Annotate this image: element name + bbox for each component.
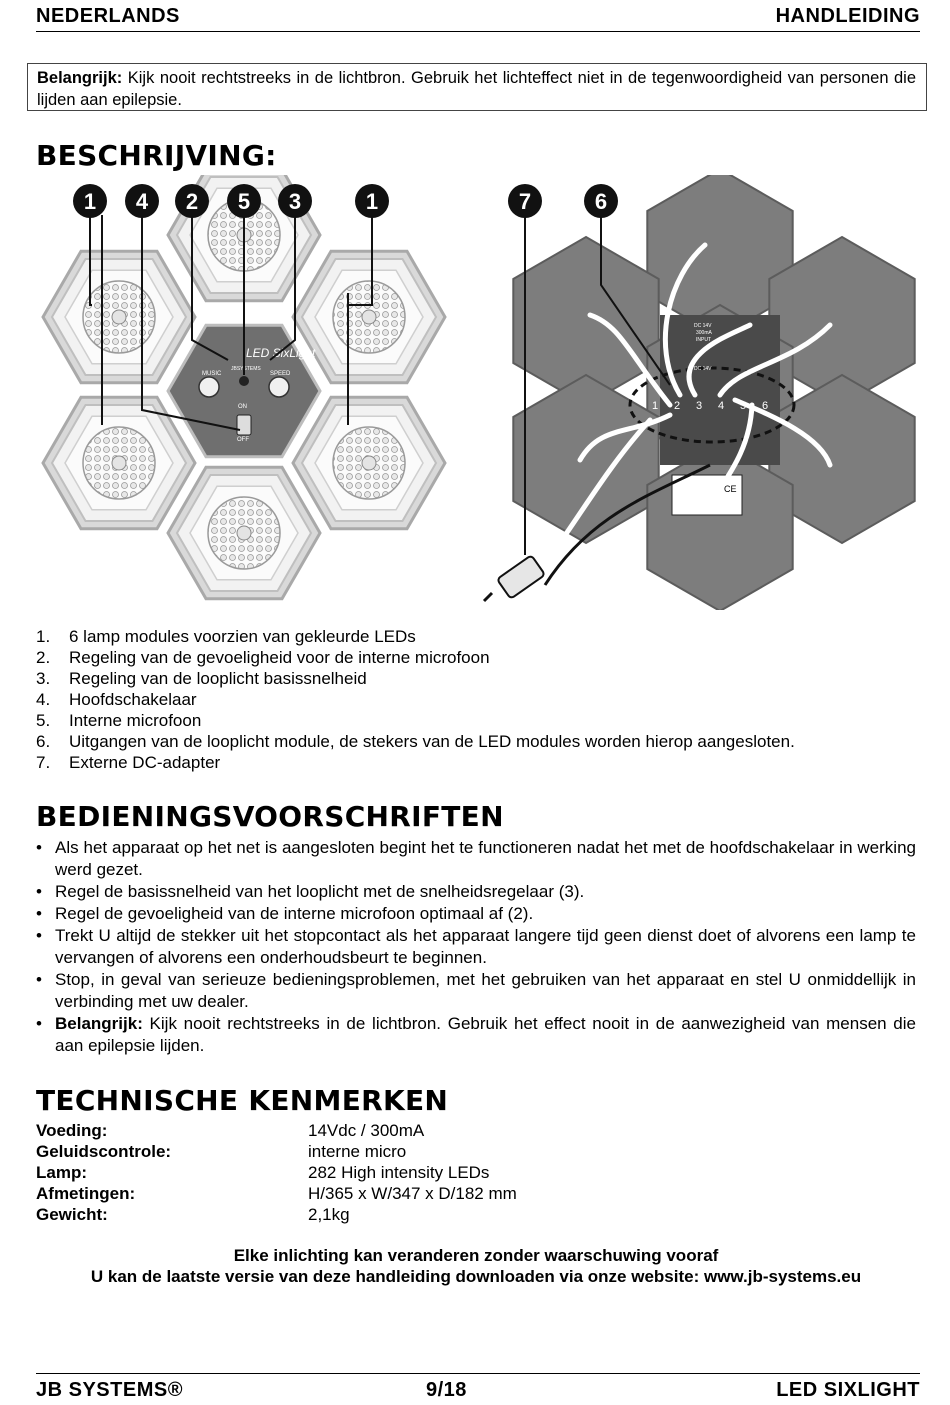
section-title-operation: BEDIENINGSVOORSCHRIFTEN [36, 800, 504, 833]
output-number: 6 [762, 400, 769, 412]
lamp-module [168, 467, 320, 599]
list-item: 7. Externe DC-adapter [36, 753, 221, 772]
list-item: 4. Hoofdschakelaar [36, 690, 197, 709]
list-item: • Regel de basissnelheid van het looplicht met de snelheidsregelaar (3). [36, 881, 916, 903]
svg-text:2: 2 [185, 189, 199, 214]
list-item: 1. 6 lamp modules voorzien van gekleurde LEDs [36, 627, 416, 646]
list-item: • Belangrijk: Kijk nooit rechtstreeks in de lichtbron. Gebruik het effect nooit in de aanwezigheid van mensen die aan epilepsie lijden. [36, 1013, 916, 1057]
output-number: 4 [718, 400, 725, 412]
operation-list [36, 837, 916, 1057]
music-knob [199, 377, 219, 397]
power-switch [237, 415, 251, 435]
back-dc-label: DC 14V [694, 323, 712, 329]
list-item: • Als het apparaat op het net is aangesloten begint het te functioneren nadat het met de hoofdschakelaar in werking werd gezet. [36, 837, 916, 881]
list-item: 5. Interne microfoon [36, 711, 202, 730]
svg-text:3: 3 [288, 189, 302, 214]
list-item: • Stop, in geval van serieuze bedieningsproblemen, met het gebruiken van het apparaat en stel U onmiddellijk in verbinding met uw dealer. [36, 969, 916, 1013]
output-number: 3 [696, 400, 703, 412]
output-number: 5 [740, 400, 747, 412]
warning-box [27, 63, 927, 111]
list-item: 2. Regeling van de gevoeligheid voor de interne microfoon [36, 648, 490, 667]
header-language: NEDERLANDS [36, 5, 180, 27]
list-item: • Regel de gevoeligheid van de interne microfoon optimaal af (2). [36, 903, 916, 925]
page-header [36, 2, 920, 32]
footer-product: LED SIXLIGHT [776, 1379, 920, 1401]
ce-mark: CE [724, 484, 737, 494]
output-number: 1 [652, 400, 659, 412]
svg-text:6: 6 [594, 189, 608, 214]
switch-off-label: OFF [237, 437, 249, 443]
back-input-label: INPUT [696, 337, 711, 343]
knob-speed-label: SPEED [270, 371, 291, 377]
microphone-icon [239, 376, 249, 386]
list-item: 3. Regeling van de looplicht basissnelheid [36, 669, 367, 688]
lamp-module [43, 251, 195, 383]
footer-brand: JB SYSTEMS® [36, 1379, 183, 1401]
spec-row: Lamp: 282 High intensity LEDs [36, 1163, 490, 1182]
output-number: 2 [674, 400, 681, 412]
brand-small: JBSYSTEMS [231, 366, 261, 372]
lamp-module [293, 251, 445, 383]
product-figure [30, 175, 920, 610]
switch-on-label: ON [238, 404, 247, 410]
notice-line-1: Elke inlichting kan veranderen zonder waarschuwing vooraf [233, 1246, 719, 1265]
back-dc2-label: DC 14V [694, 366, 712, 372]
notice-line-2: U kan de laatste versie van deze handleiding downloaden via onze website: www.jb-systems.eu [90, 1267, 862, 1286]
spec-row: Gewicht: 2,1kg [36, 1205, 350, 1224]
footer-page-number: 9/18 [426, 1379, 467, 1401]
lamp-module [293, 397, 445, 529]
list-item: • Trekt U altijd de stekker uit het stopcontact als het apparaat langere tijd geen dienst doet of alvorens een lamp te vervangen of alvorens een onderhoudsbeurt te beginnen. [36, 925, 916, 969]
svg-text:5: 5 [237, 189, 251, 214]
page-footer [36, 1373, 920, 1403]
svg-text:7: 7 [518, 189, 532, 214]
rating-label [672, 475, 742, 515]
warning-text: Kijk nooit rechtstreeks in de lichtbron. Gebruik het lichteffect niet in de tegenwoordigheid van personen die lijden aan epilepsie. [37, 69, 916, 109]
speed-knob [269, 377, 289, 397]
svg-text:4: 4 [135, 189, 149, 214]
spec-row: Voeding: 14Vdc / 300mA [36, 1121, 425, 1140]
list-item: 6. Uitgangen van de looplicht module, de stekers van de LED modules worden hierop aangesloten. [36, 732, 795, 751]
control-logo: LED SixLight [246, 346, 316, 360]
svg-text:1: 1 [83, 189, 97, 214]
dc-adapter-icon [484, 555, 545, 601]
back-view [484, 175, 915, 610]
header-doc-type: HANDLEIDING [775, 5, 920, 27]
back-module [513, 375, 658, 543]
knob-music-label: MUSIC [202, 371, 222, 377]
description-list [36, 626, 795, 773]
section-title-description: BESCHRIJVING: [36, 139, 277, 172]
back-ma-label: 300mA [696, 330, 712, 336]
section-title-specs: TECHNISCHE KENMERKEN [36, 1084, 449, 1117]
specs-table [36, 1120, 517, 1225]
warning-label: Belangrijk: [37, 69, 123, 87]
svg-text:1: 1 [365, 189, 379, 214]
spec-row: Geluidscontrole: interne micro [36, 1142, 407, 1161]
spec-row: Afmetingen: H/365 x W/347 x D/182 mm [36, 1184, 517, 1203]
